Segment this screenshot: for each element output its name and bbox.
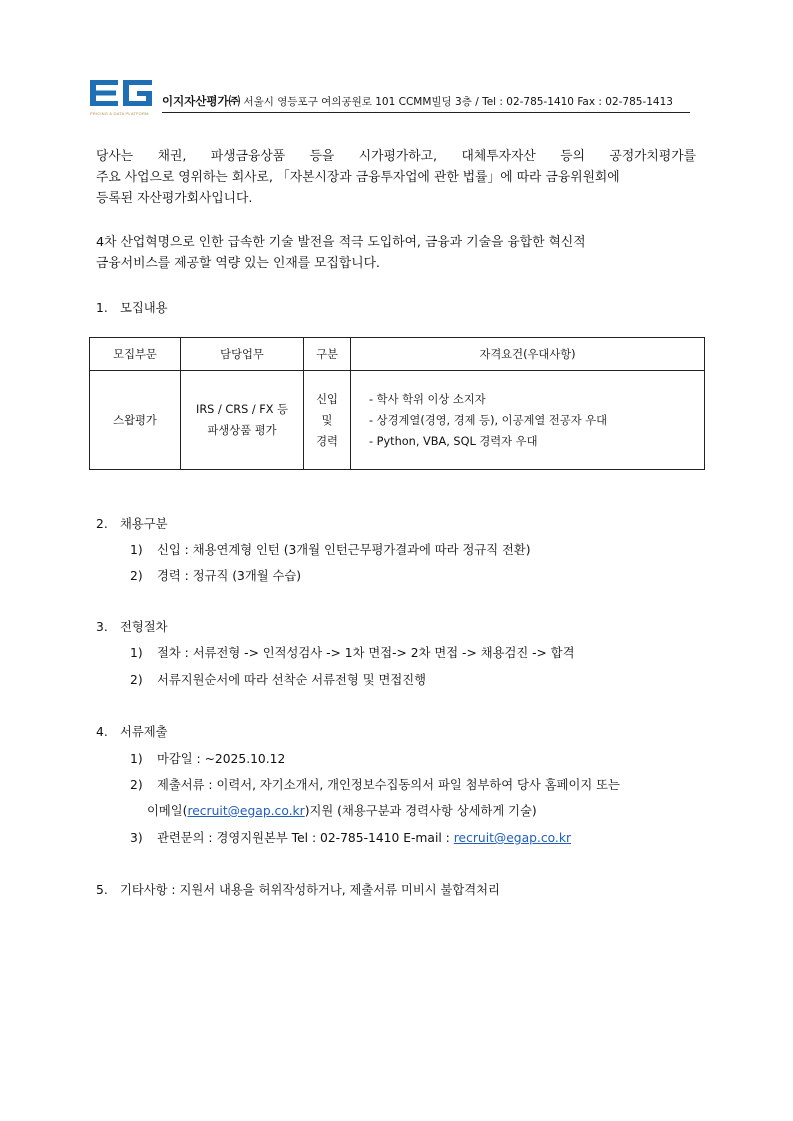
requirements-cell: [351, 371, 705, 470]
word: 시가평가하고,: [358, 149, 438, 164]
word: 파생금융상품: [210, 149, 286, 164]
section-number: 2.: [96, 517, 108, 531]
word: 등을: [309, 149, 335, 164]
recruitment-table: [89, 337, 705, 470]
duty-line: 파생상품 평가: [207, 424, 277, 437]
email-link[interactable]: recruit@egap.co.kr: [453, 831, 572, 845]
section-1-heading: [96, 298, 168, 316]
item-number: 2): [130, 673, 143, 687]
item-text: 서류지원순서에 따라 선착순 서류전형 및 면접진행: [157, 673, 426, 687]
item-text: 신입 : 채용연계형 인턴 (3개월 인턴근무평가결과에 따라 정규직 전환): [157, 543, 531, 557]
list-item: [130, 670, 426, 688]
column-header: 담당업무: [181, 338, 304, 371]
list-item: [130, 749, 285, 767]
column-header: 자격요건(우대사항): [351, 338, 705, 371]
item-number: 1): [130, 752, 143, 766]
section-number: 3.: [96, 620, 108, 634]
email-link[interactable]: recruit@egap.co.kr: [187, 804, 305, 818]
item-text: )지원 (채용구분과 경력사항 상세하게 기술): [304, 804, 537, 818]
list-item: [130, 540, 531, 558]
section-title: 모집내용: [120, 301, 168, 315]
requirement-item: - 학사 학위 이상 소지자: [369, 392, 486, 406]
item-text: 절차 : 서류전형 -> 인적성검사 -> 1차 면접-> 2차 면접 -> 채용검진 -> 합격: [157, 646, 575, 660]
type-line: 및: [321, 413, 333, 427]
intro-p2-line1: 4차 산업혁명으로 인한 급속한 기술 발전을 적극 도입하여, 금융과 기술을 융합한 혁신적: [96, 235, 586, 250]
item-number: 3): [130, 831, 143, 845]
type-line: 신입: [316, 392, 338, 406]
logo-tagline: PRICING & DATA PLATFORM: [90, 111, 149, 116]
item-text: 관련문의 : 경영지원본부 Tel : 02-785-1410 E-mail :: [157, 831, 454, 845]
item-number: 1): [130, 543, 143, 557]
table-row: [90, 371, 705, 470]
word: 공정가치평가를: [609, 149, 696, 164]
company-contact: / Tel : 02-785-1410 Fax : 02-785-1413: [475, 96, 673, 108]
item-number: 2): [130, 778, 143, 792]
table-header-row: [90, 338, 705, 371]
section-5-heading: [96, 880, 500, 898]
intro-p1-line3: 등록된 자산평가회사입니다.: [96, 191, 253, 206]
intro-p1-line2: 주요 사업으로 영위하는 회사로, 「자본시장과 금융투자업에 관한 법률」에 따라 금융위원회에: [96, 170, 620, 185]
column-header: 모집부문: [90, 338, 181, 371]
section-title: 전형절차: [120, 620, 168, 634]
list-item: [130, 828, 571, 846]
item-number: 2): [130, 569, 143, 583]
list-item: [130, 643, 575, 661]
item-number: 1): [130, 646, 143, 660]
section-title: 서류제출: [120, 725, 168, 739]
list-item-continuation: [147, 801, 537, 819]
section-number: 1.: [96, 301, 108, 315]
letterhead: [90, 78, 690, 116]
list-item: [130, 775, 620, 793]
duty-line: IRS / CRS / FX 등: [196, 403, 288, 416]
word: 당사는: [96, 149, 134, 164]
section-3-heading: [96, 617, 168, 635]
section-text: 기타사항 : 지원서 내용을 허위작성하거나, 제출서류 미비시 불합격처리: [120, 883, 500, 897]
intro-p2-line2: 금융서비스를 제공할 역량 있는 인재를 모집합니다.: [96, 256, 381, 271]
column-header: 구분: [304, 338, 351, 371]
requirement-item: - Python, VBA, SQL 경력자 우대: [369, 434, 538, 448]
section-4-heading: [96, 722, 168, 740]
type-cell: [304, 371, 351, 470]
header-divider: [162, 112, 690, 113]
word: 등의: [560, 149, 585, 164]
item-text: 제출서류 : 이력서, 자기소개서, 개인정보수집동의서 파일 첨부하여 당사 홈페이지 또는: [157, 778, 620, 792]
list-item: [130, 566, 301, 584]
item-text: 이메일(: [147, 804, 188, 818]
section-number: 5.: [96, 883, 108, 897]
section-number: 4.: [96, 725, 108, 739]
type-line: 경력: [316, 434, 338, 448]
company-name: 이지자산평가㈜: [162, 94, 241, 108]
item-text: 경력 : 정규직 (3개월 수습): [157, 569, 302, 583]
dept-cell: 스왑평가: [90, 371, 181, 470]
item-text: 마감일 : ~2025.10.12: [157, 752, 286, 766]
duty-cell: [181, 371, 304, 470]
section-2-heading: [96, 514, 168, 532]
requirement-item: - 상경계열(경영, 경제 등), 이공계열 전공자 우대: [369, 413, 608, 427]
intro-p1-line1: [96, 146, 696, 167]
word: 대체투자자산: [461, 149, 536, 164]
company-address: 서울시 영등포구 여의공원로 101 CCMM빌딩 3층: [243, 96, 472, 108]
section-title: 채용구분: [120, 517, 168, 531]
company-info: [162, 93, 673, 109]
word: 채권,: [157, 149, 187, 164]
